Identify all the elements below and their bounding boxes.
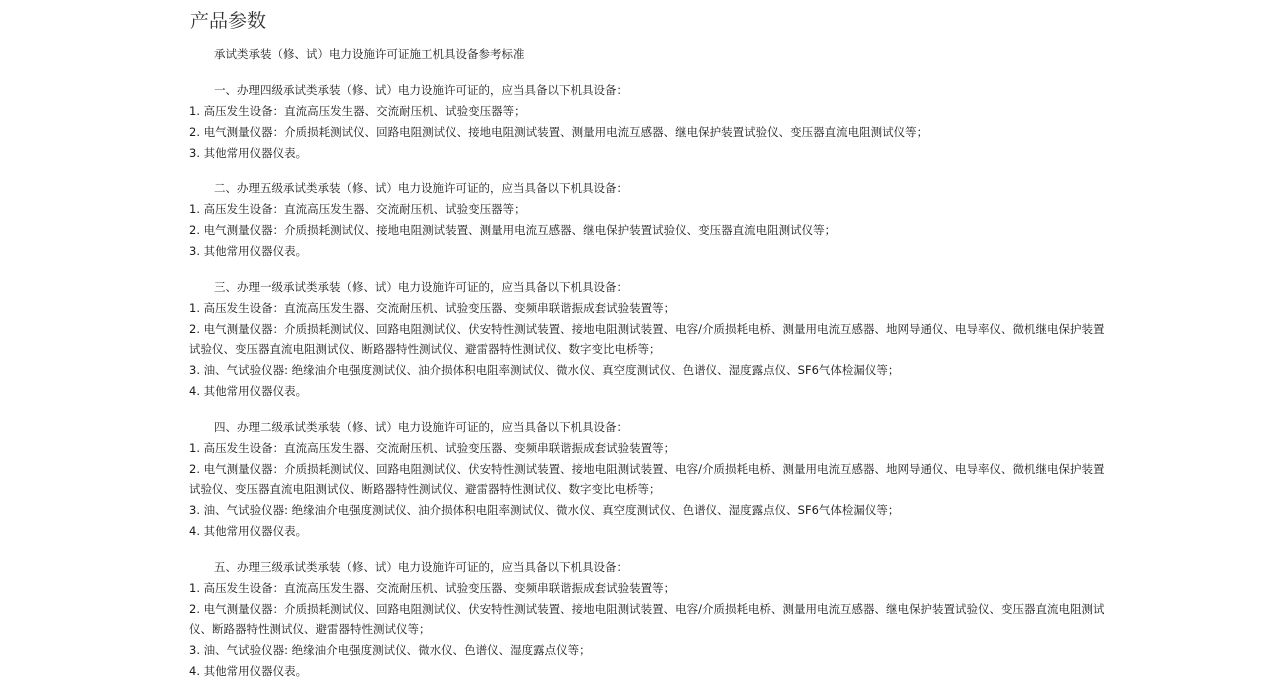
section-1: [189, 80, 1114, 163]
list-item: 3. 其他常用仪器仪表。: [189, 243, 308, 258]
document-title: 承试类承装（修、试）电力设施许可证施工机具设备参考标准: [214, 47, 525, 61]
product-params-panel: [189, 0, 1114, 682]
list-item: 1. 高压发生设备：直流高压发生器、交流耐压机、试验变压器、变频串联谐振成套试验装置等；: [189, 580, 676, 595]
section-heading: 五、办理三级承试类承装（修、试）电力设施许可证的，应当具备以下机具设备：: [214, 559, 628, 574]
list-item: 2. 电气测量仪器：介质损耗测试仪、接地电阻测试装置、测量用电流互感器、继电保护装置试验仪、变压器直流电阻测试仪等；: [189, 223, 837, 238]
list-item: 4. 其他常用仪器仪表。: [189, 663, 308, 678]
section-4: [189, 417, 1114, 542]
section-heading: 二、办理五级承试类承装（修、试）电力设施许可证的，应当具备以下机具设备：: [214, 181, 628, 196]
list-item: 4. 其他常用仪器仪表。: [189, 383, 308, 398]
list-item: 3. 油、气试验仪器: 绝缘油介电强度测试仪、油介损体积电阻率测试仪、微水仪、真空度测试仪、色谱仪、湿度露点仪、SF6气体检漏仪等；: [189, 503, 900, 518]
section-heading: 三、办理一级承试类承装（修、试）电力设施许可证的，应当具备以下机具设备：: [214, 279, 628, 294]
section-heading: 一、办理四级承试类承装（修、试）电力设施许可证的，应当具备以下机具设备：: [214, 83, 628, 97]
list-item: 3. 油、气试验仪器: 绝缘油介电强度测试仪、微水仪、色谱仪、湿度露点仪等；: [189, 643, 591, 658]
list-item: 3. 其他常用仪器仪表。: [189, 145, 308, 160]
list-item: 4. 其他常用仪器仪表。: [189, 523, 308, 538]
list-item: 2. 电气测量仪器：介质损耗测试仪、回路电阻测试仪、接地电阻测试装置、测量用电流互感器、继电保护装置试验仪、变压器直流电阻测试仪等；: [189, 124, 929, 139]
list-item: 2. 电气测量仪器：介质损耗测试仪、回路电阻测试仪、伏安特性测试装置、接地电阻测试装置、电容/介质损耗电桥、测量用电流互感器、地网导通仪、电导率仪、微机继电保护装置试验仪、变压器直流电阻测试仪、断路器特性测试仪、避雷器特性测试仪、数字变比电桥等；: [189, 461, 1105, 497]
list-item: 1. 高压发生设备：直流高压发生器、交流耐压机、试验变压器等；: [189, 104, 526, 118]
list-item: 2. 电气测量仪器：介质损耗测试仪、回路电阻测试仪、伏安特性测试装置、接地电阻测试装置、电容/介质损耗电桥、测量用电流互感器、地网导通仪、电导率仪、微机继电保护装置试验仪、变压器直流电阻测试仪、断路器特性测试仪、避雷器特性测试仪、数字变比电桥等；: [189, 321, 1105, 357]
list-item: 1. 高压发生设备：直流高压发生器、交流耐压机、试验变压器、变频串联谐振成套试验装置等；: [189, 440, 676, 455]
list-item: 1. 高压发生设备：直流高压发生器、交流耐压机、试验变压器等；: [189, 202, 526, 217]
section-2: [189, 178, 1114, 261]
list-item: 2. 电气测量仪器：介质损耗测试仪、回路电阻测试仪、伏安特性测试装置、接地电阻测试装置、电容/介质损耗电桥、测量用电流互感器、继电保护装置试验仪、变压器直流电阻测试仪、断路器特性测试仪、避雷器特性测试仪等；: [189, 601, 1105, 637]
section-heading: 四、办理二级承试类承装（修、试）电力设施许可证的，应当具备以下机具设备：: [214, 419, 628, 434]
list-item: 3. 油、气试验仪器: 绝缘油介电强度测试仪、油介损体积电阻率测试仪、微水仪、真空度测试仪、色谱仪、湿度露点仪、SF6气体检漏仪等；: [189, 363, 900, 378]
page-title: 产品参数: [190, 10, 267, 32]
section-3: [189, 277, 1114, 402]
list-item: 1. 高压发生设备：直流高压发生器、交流耐压机、试验变压器、变频串联谐振成套试验装置等；: [189, 300, 676, 315]
sections-container: [189, 80, 1114, 682]
section-5: [189, 557, 1114, 682]
